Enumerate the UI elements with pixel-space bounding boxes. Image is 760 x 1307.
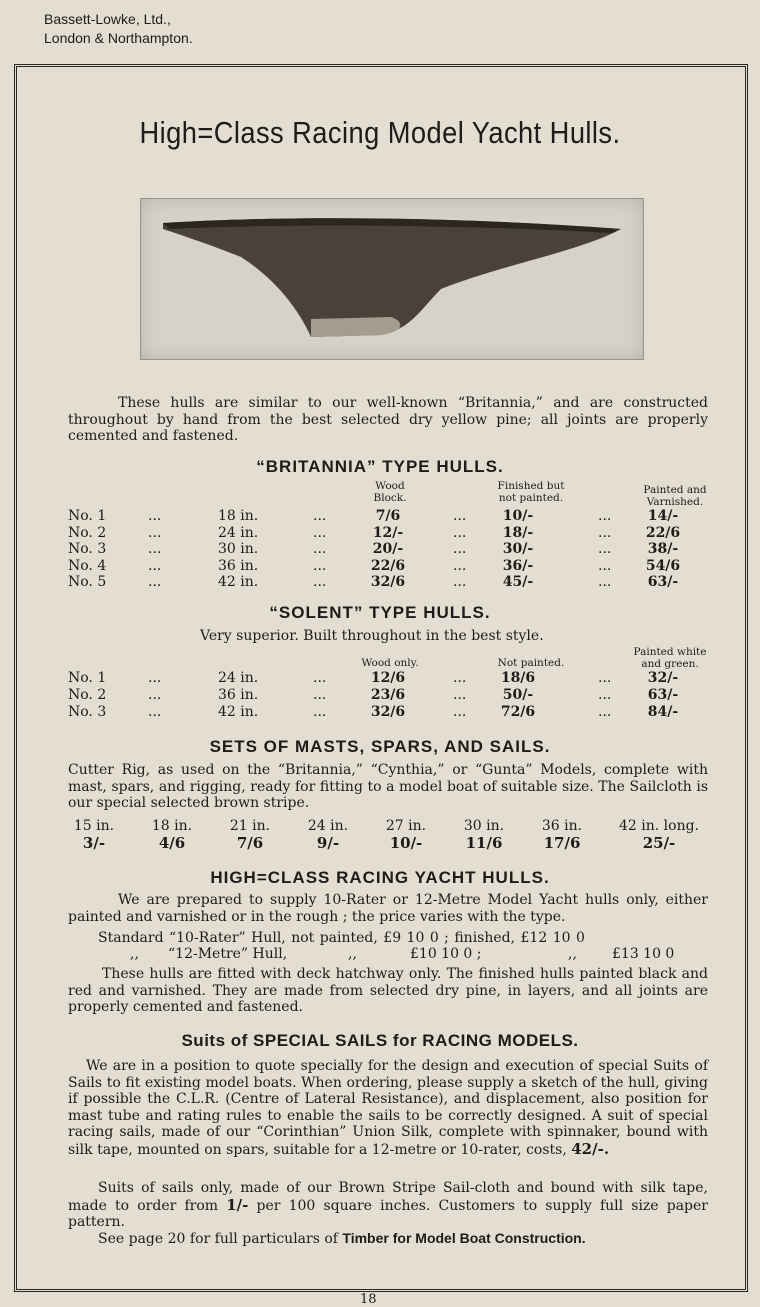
masts-paragraph: Cutter Rig, as used on the “Britannia,” “Cynthia,” or “Gunta” Models, complete with mast, spars, and rigging, ready for fitting to a model boat of suitable size. The Sailcloth is our special selected brown stripe. [68,762,708,811]
row-price-b: 18/6 [500,670,536,686]
mast-price: 4/6 [158,834,186,852]
intro-text: These hulls are similar to our well-known “Britannia,” and are constructed throughout by hand from the best selected dry yellow pine; all joints are properly cemented and fastened. [68,395,708,444]
timber-link-text: Timber for Model Boat Construction. [342,1230,586,1246]
row-price-a: 32/6 [370,574,406,590]
row-price-a: 7/6 [375,508,401,524]
sails-footer: See page 20 for full particulars of Timber for Model Boat Construction. [98,1230,586,1247]
row-number: No. 2 [68,524,107,541]
mast-size-label: 36 in. [541,818,583,834]
solent-col-notpainted: Not painted. [497,657,565,669]
row-number: No. 1 [68,670,107,686]
row-size: 36 in. [218,557,259,574]
publisher-line [44,10,193,48]
sails-price-1: 42/-. [571,1139,610,1158]
mast-size-label: 15 in. [73,818,115,834]
row-size: 24 in. [218,524,259,541]
row-number: No. 2 [68,687,107,703]
mast-size-label: 30 in. [463,818,505,834]
publisher-location: London & Northampton. [44,30,193,46]
britannia-col-wood: Wood Block. [373,480,407,504]
solent-heading: “SOLENT” TYPE HULLS. [269,603,491,622]
masts-heading: SETS OF MASTS, SPARS, AND SAILS. [209,737,551,756]
hull-photo [140,198,644,360]
row-price-b: 36/- [502,557,534,574]
britannia-row: ... ... ... ... No. 5 42 in. 32/6 45/- 63/- [68,574,708,591]
row-number: No. 3 [68,704,107,720]
row-price-a: 12/6 [370,670,406,686]
row-price-a: 20/- [372,541,404,557]
row-price-a: 32/6 [370,704,406,720]
solent-col-painted: Painted white and green. [633,646,707,670]
britannia-row: ... ... ... ... No. 2 24 in. 12/- 18/- 22/6 [68,525,708,542]
row-number: No. 1 [68,508,107,524]
sails-paragraph-1: We are in a position to quote specially for the design and execution of special Suits of Sails to fit existing model boats. When ordering, please supply a sketch of the hull, giving if possible the C.L.R. (Centre of Lateral Resistance), and displacement, also position for mast tube and rating rules to enable the sails to be correctly designed. A suit of special racing sails, made of our “Corinthian” Union Silk, complete with spinnaker, bound with silk tape, mounted on spars, suitable for a 12-metre or 10-rater, costs, 42/-. [68,1058,708,1158]
mast-price: 3/- [82,834,106,852]
mast-size-label: 27 in. [385,818,427,834]
britannia-row: ... ... ... ... No. 3 30 in. 20/- 30/- 38/- [68,541,708,558]
solent-col-wood: Wood only. [361,657,419,669]
racing-standard-10-rater: Standard “10-Rater” Hull, not painted, £9 10 0 ; finished, £12 10 0 [98,930,585,946]
britannia-col-painted: Painted and Varnished. [643,484,707,508]
solent-row: ... ... ... ... No. 2 36 in. 23/6 50/- 63/- [68,687,708,704]
row-number: No. 4 [68,557,107,574]
sails-heading: Suits of SPECIAL SAILS for RACING MODELS. [181,1031,579,1050]
row-price-c: 84/- [647,704,679,720]
row-price-c: 14/- [647,508,679,524]
row-size: 18 in. [218,508,259,524]
row-price-c: 32/- [647,670,679,686]
britannia-col-finished: Finished but not painted. [497,480,565,504]
britannia-row: ... ... ... ... No. 1 18 in. 7/6 10/- 14/- [68,508,708,525]
row-price-a: 23/6 [370,687,406,703]
row-price-c: 54/6 [645,557,681,574]
mast-price: 10/- [389,834,423,852]
row-price-c: 63/- [647,574,679,590]
row-price-c: 38/- [647,541,679,557]
page-title: High=Class Racing Model Yacht Hulls. [139,115,621,150]
row-price-b: 10/- [502,508,534,524]
britannia-heading: “BRITANNIA” TYPE HULLS. [256,457,504,476]
masts-price-grid [70,818,710,858]
page-number: 18 [360,1292,377,1307]
mast-size-label: 24 in. [307,818,349,834]
mast-price: 9/- [316,834,340,852]
mast-price: 25/- [642,834,676,852]
row-price-b: 45/- [502,574,534,590]
row-price-a: 12/- [372,524,404,541]
sails-price-2: 1/- [226,1195,249,1214]
yacht-hull-illustration [141,199,643,359]
mast-price: 11/6 [465,834,503,852]
solent-row: ... ... ... ... No. 3 42 in. 32/6 72/6 84/- [68,704,708,721]
row-price-c: 22/6 [645,524,681,541]
row-price-b: 30/- [502,541,534,557]
mast-size-label: 18 in. [151,818,193,834]
row-price-b: 50/- [502,687,534,703]
intro-paragraph [68,395,708,445]
mast-price: 7/6 [236,834,264,852]
solent-subtitle: Very superior. Built throughout in the best style. [200,628,544,644]
racing-paragraph-1: We are prepared to supply 10-Rater or 12-Metre Model Yacht hulls only, either painted and varnished or in the rough ; the price varies with the type. [68,892,708,925]
row-price-c: 63/- [647,687,679,703]
mast-price: 17/6 [543,834,581,852]
racing-heading: HIGH=CLASS RACING YACHT HULLS. [210,868,550,887]
row-size: 42 in. [218,704,259,720]
publisher-name: Bassett-Lowke, Ltd., [44,11,171,27]
row-size: 42 in. [218,574,259,590]
mast-size-label: 42 in. long. [619,818,699,834]
sails-paragraph-2: Suits of sails only, made of our Brown Stripe Sail-cloth and bound with silk tape, made to order from 1/- per 100 square inches. Customers to supply full size paper pattern. [68,1180,708,1230]
row-size: 36 in. [218,687,259,703]
mast-size-label: 21 in. [229,818,271,834]
row-price-b: 72/6 [500,704,536,720]
solent-row: ... ... ... ... No. 1 24 in. 12/6 18/6 32/- [68,670,708,687]
row-price-b: 18/- [502,524,534,541]
row-size: 24 in. [218,670,259,686]
row-size: 30 in. [218,541,259,557]
racing-standard-12-metre: ,, “12-Metre” Hull, ,, £10 10 0 ; ,, £13 10 0 [130,946,675,962]
row-number: No. 5 [68,574,107,590]
row-price-a: 22/6 [370,557,406,574]
britannia-row: ... ... ... ... No. 4 36 in. 22/6 36/- 54/6 [68,558,708,575]
racing-paragraph-2: These hulls are fitted with deck hatchway only. The finished hulls painted black and red and varnished. They are made from selected dry pine, in layers, and all joints are properly cemented and fastened. [68,966,708,1015]
row-number: No. 3 [68,541,107,557]
